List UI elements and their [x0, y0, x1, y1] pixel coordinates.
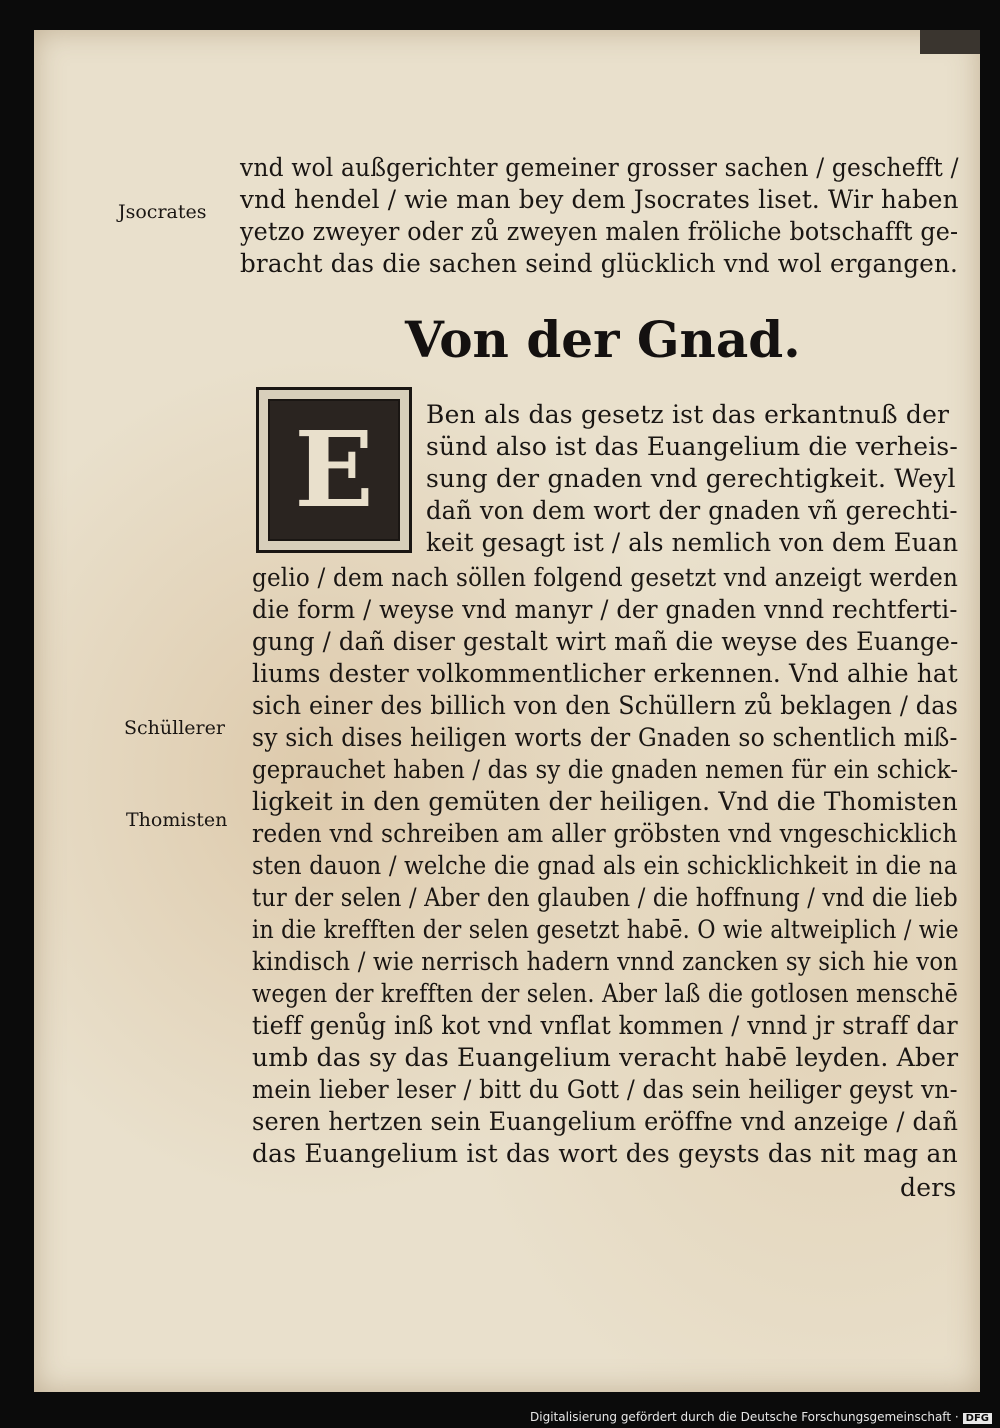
page-edge — [920, 30, 980, 54]
initial-ornament — [268, 399, 400, 541]
text-line: kindisch / wie nerrisch hadern vnnd zancken sy sich hie von — [252, 947, 959, 976]
text-line: sy sich dises heiligen worts der Gnaden so schentlich miß- — [252, 723, 958, 752]
catchword: ders — [900, 1173, 957, 1202]
text-line: seren hertzen sein Euangelium eröffne vnd anzeige / dañ — [252, 1107, 959, 1136]
text-line: geprauchet haben / das sy die gnaden nemen für ein schick- — [252, 755, 959, 784]
text-line: sung der gnaden vnd gerechtigkeit. Weyl — [426, 464, 956, 493]
margin-note-schuellerer: Schüllerer — [124, 717, 225, 739]
decorated-initial — [256, 387, 412, 553]
credit-text: Digitalisierung gefördert durch die Deutsche Forschungsgemeinschaft · — [530, 1410, 959, 1424]
text-line: wegen der krefften der selen. Aber laß die gotlosen menschē — [252, 979, 959, 1008]
text-line: mein lieber leser / bitt du Gott / das sein heiliger geyst vn- — [252, 1075, 958, 1104]
margin-note-isocrates: Jsocrates — [118, 201, 207, 223]
text-line: reden vnd schreiben am aller gröbsten vnd vngeschicklich — [252, 819, 958, 848]
text-line: sünd also ist das Euangelium die verheis- — [426, 432, 958, 461]
text-line: tur der selen / Aber den glauben / die hoffnung / vnd die lieb — [252, 883, 958, 912]
text-line: das Euangelium ist das wort des geysts das nit mag an — [252, 1139, 958, 1168]
text-line: vnd wol außgerichter gemeiner grosser sachen / geschefft / — [240, 153, 959, 182]
text-line: liums dester volkommentlicher erkennen. Vnd alhie hat — [252, 659, 958, 688]
chapter-heading: Von der Gnad. — [405, 310, 801, 369]
text-line: tieff genůg inß kot vnd vnflat kommen / vnnd jr straff dar — [252, 1011, 958, 1040]
text-line: ligkeit in den gemüten der heiligen. Vnd die Thomisten — [252, 787, 958, 816]
text-line: vnd hendel / wie man bey dem Jsocrates liset. Wir haben — [240, 185, 959, 214]
digitization-credit — [530, 1410, 992, 1424]
text-line: dañ von dem wort der gnaden vñ gerechti- — [426, 496, 958, 525]
text-line: gung / dañ diser gestalt wirt mañ die weyse des Euange- — [252, 627, 959, 656]
initial-letter: E — [294, 408, 374, 531]
text-line: Ben als das gesetz ist das erkantnuß der — [426, 400, 950, 429]
text-line: yetzo zweyer oder zů zweyen malen fröliche botschafft ge- — [240, 217, 959, 246]
text-line: die form / weyse vnd manyr / der gnaden vnnd rechtferti- — [252, 595, 958, 624]
text-line: keit gesagt ist / als nemlich von dem Euan — [426, 528, 959, 557]
margin-note-thomisten: Thomisten — [126, 809, 228, 831]
text-line: sten dauon / welche die gnad als ein schicklichkeit in die na — [252, 851, 958, 880]
text-line: gelio / dem nach söllen folgend gesetzt vnd anzeigt werden — [252, 563, 959, 592]
text-line: sich einer des billich von den Schüllern zů beklagen / das — [252, 691, 959, 720]
text-line: bracht das die sachen seind glücklich vnd wol ergangen. — [240, 249, 959, 278]
text-line: umb das sy das Euangelium veracht habē leyden. Aber — [252, 1043, 959, 1072]
text-line: in die krefften der selen gesetzt habē. O wie altweiplich / wie — [252, 915, 959, 944]
dfg-logo: DFG — [963, 1413, 992, 1424]
